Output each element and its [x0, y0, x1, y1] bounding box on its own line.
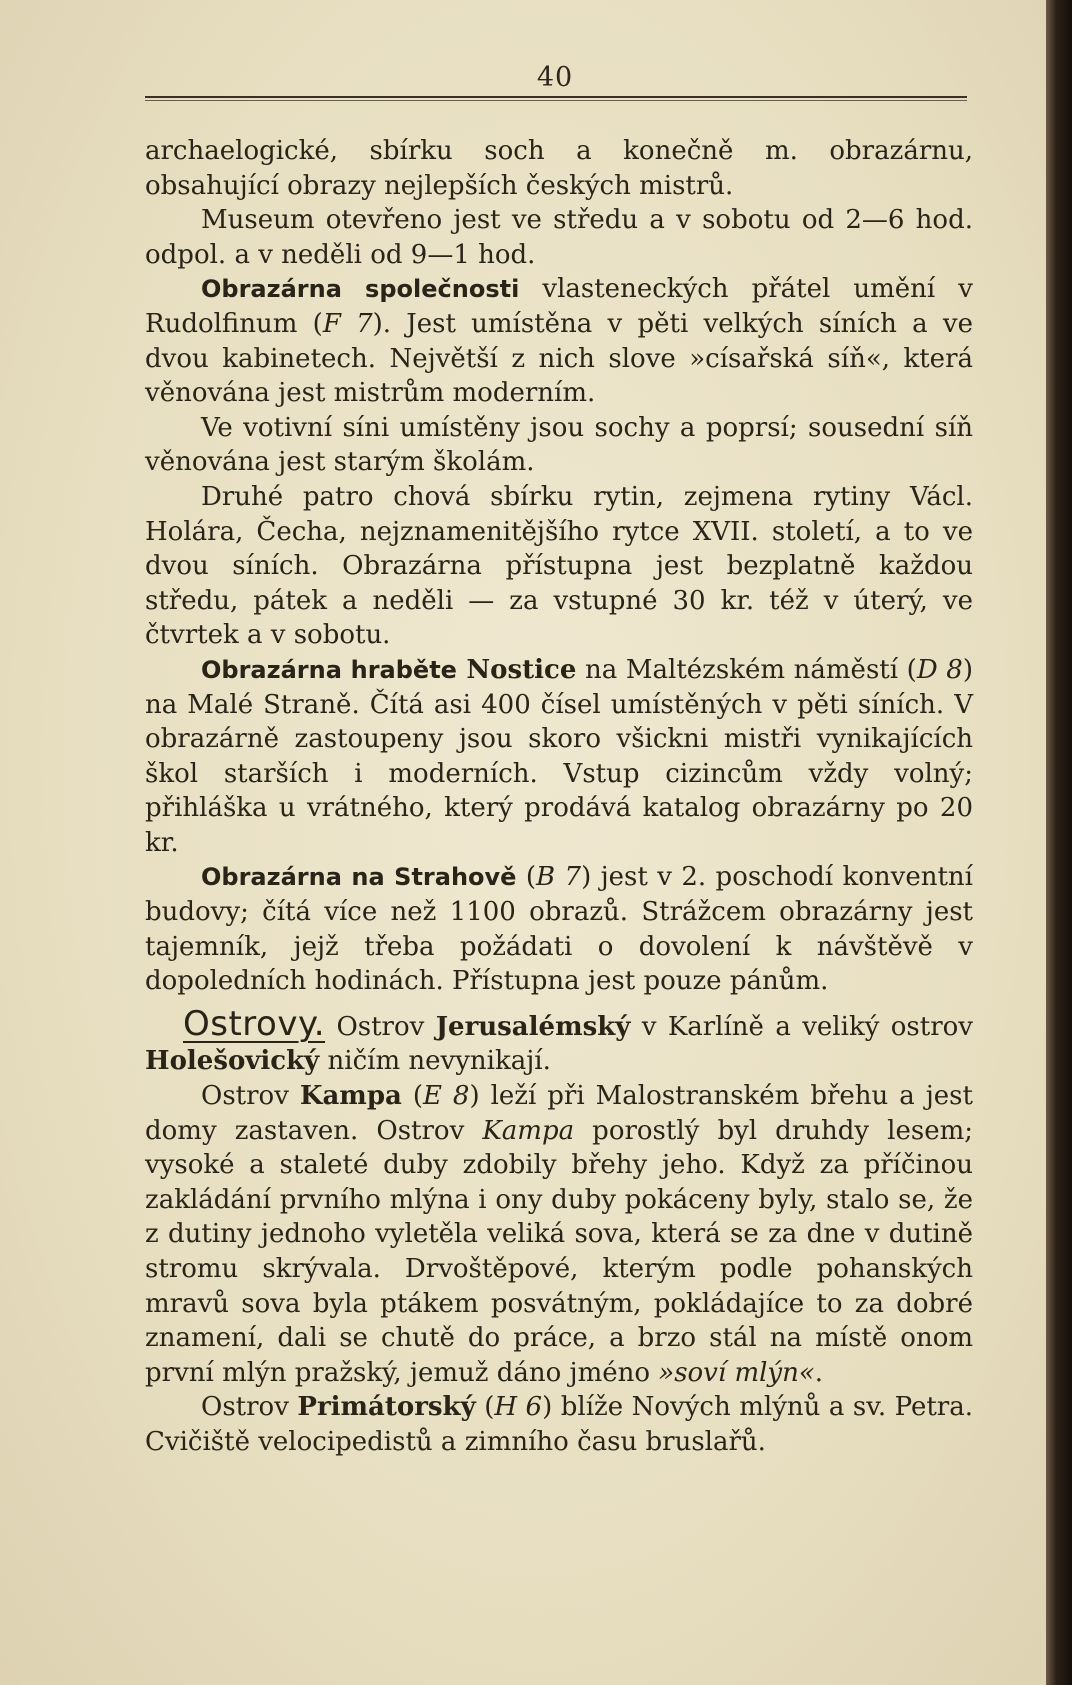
- map-reference: H 6: [494, 1392, 543, 1423]
- entry-name: Jerusalémský: [435, 1011, 631, 1042]
- entry-title: Obrazárna společnosti: [201, 275, 520, 304]
- header-rule-thin: [145, 100, 967, 101]
- entry-name: Holešovický: [145, 1046, 320, 1077]
- paragraph: Obrazárna hraběte Nostice na Maltézském náměstí (D 8) na Malé Straně. Čítá asi 400 čísel umístěných v pěti síních. V obrazárně zastoupeny jsou skoro všickni mistři vynikajících škol starších i moderních. Vstup cizincům vždy volný; přihláška u vrátného, který prodává katalog obrazárny po 20 kr.: [145, 654, 974, 858]
- map-reference: E 8: [422, 1081, 470, 1112]
- paragraph: Ve votivní síni umístěny jsou sochy a poprsí; sousední síň věnována jest starým školám.: [145, 412, 973, 478]
- entry-name: Primátorský: [297, 1392, 476, 1423]
- entry-name: Nostice: [456, 654, 577, 685]
- paragraph: Druhé patro chová sbírku rytin, zejmena rytiny Václ. Holára, Čecha, nejznamenitějšího rytce XVII. století, a to ve dvou síních. Obrazárna přístupna jest bezplatně každou středu, pátek a neděli — za vstupné 30 kr. též v úterý, ve čtvrtek a v sobotu.: [145, 481, 973, 651]
- map-reference: D 8: [916, 654, 963, 685]
- entry-title: Obrazárna na Strahově: [201, 863, 517, 892]
- paragraph: Obrazárna na Strahově (B 7) jest v 2. poschodí konventní budovy; čítá více než 1100 obrazů. Strážcem obrazárny jest tajemník, jejž třeba požádati o dovolení k návštěvě v dopoledních hodinách. Přístupna jest pouze pánům.: [145, 862, 973, 997]
- page-edge-shadow: [1046, 0, 1072, 1685]
- quoted-name: »soví mlýn«: [658, 1357, 815, 1388]
- section-paragraph: Ostrovy. Ostrov Jerusalémský v Karlíně a veliký ostrov Holešovický ničím nevynikají.: [145, 1003, 973, 1077]
- paragraph: Museum otevřeno jest ve středu a v sobotu od 2—6 hod. odpol. a v neděli od 9—1 hod.: [145, 205, 973, 270]
- paragraph: archaelogické, sbírku soch a konečně m. obrazárnu, obsahující obrazy nejlepších českých mistrů.: [145, 136, 973, 201]
- map-reference: B 7: [536, 862, 582, 893]
- paragraph: Ostrov Primátorský (H 6) blíže Nových mlýnů a sv. Petra. Cvičiště velocipedistů a zimního času bruslařů.: [145, 1392, 973, 1457]
- entry-name-italic: Kampa: [482, 1115, 575, 1146]
- page-number: 40: [536, 62, 574, 93]
- header-rule: [145, 96, 967, 98]
- paragraph: Obrazárna společnosti vlasteneckých přátel umění v Rudolfinum (F 7). Jest umístěna v pěti velkých síních a ve dvou kabinetech. Největší z nich slove »císařská síň«, která věnována jest mistrům moderním.: [145, 274, 973, 409]
- entry-name: Kampa: [299, 1081, 402, 1112]
- entry-title: Obrazárna hraběte: [201, 655, 457, 684]
- section-heading: Ostrovy.: [183, 1003, 326, 1044]
- map-reference: F 7: [322, 308, 373, 339]
- paragraph: Ostrov Kampa (E 8) leží při Malostranském břehu a jest domy zastaven. Ostrov Kampa porostlý byl druhdy lesem; vysoké a staleté duby zdobily břehy jeho. Když za příčinou zakládání prvního mlýna i ony duby pokáceny byly, stalo se, že z dutiny jednoho vyletěla veliká sova, která se za dne v dutině stromu skrývala. Drvoštěpové, kterým podle pohanských mravů sova byla ptákem posvátným, pokládajíce to za dobré znamení, dali se chutě do práce, a brzo stál na místě onom první mlýn pražský, jemuž dáno jméno »soví mlýn«.: [145, 1081, 973, 1388]
- body-text: [145, 134, 973, 1460]
